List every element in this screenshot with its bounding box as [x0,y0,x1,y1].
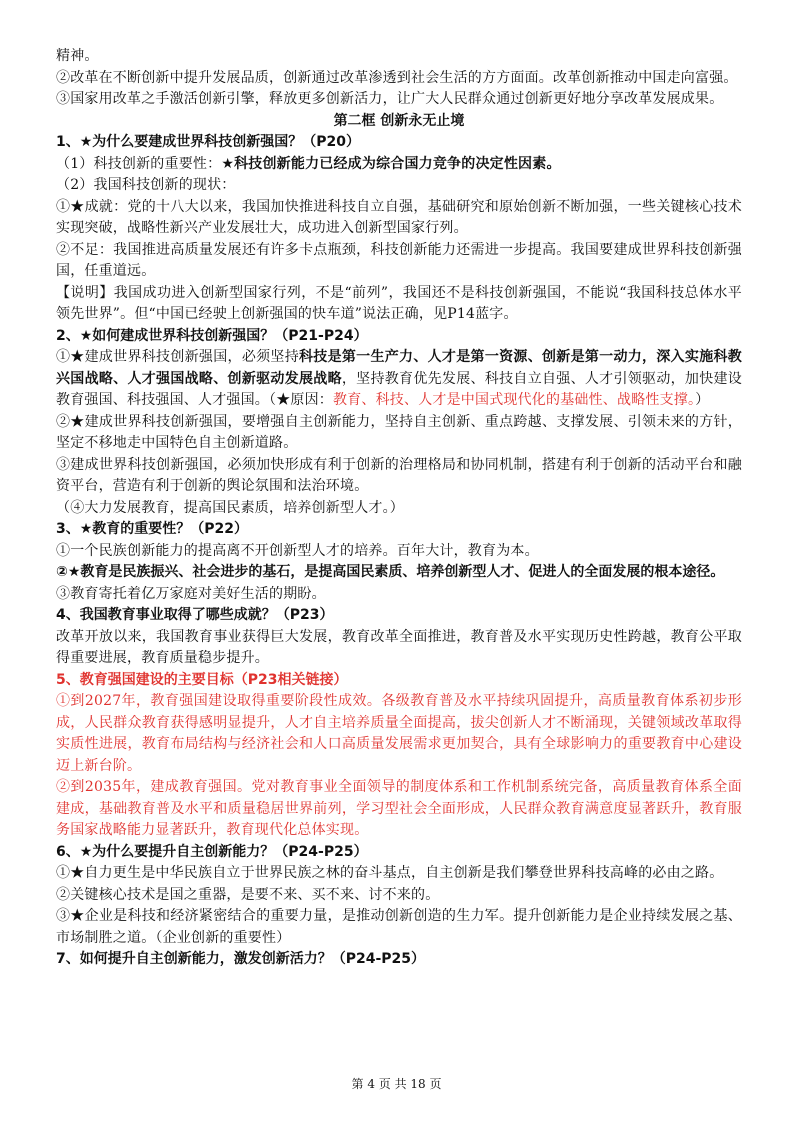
text-run: 6、★为什么要提升自主创新能力？（P24-P25） [56,843,368,860]
text-run: ②不足：我国推进高质量发展还有许多卡点瓶颈，科技创新能力还需进一步提高。我国要建成世界科技创新强国，任重道远。 [56,241,742,279]
text-run: 5、教育强国建设的主要目标（P23相关链接） [56,671,348,688]
text-run: ②★建成世界科技创新强国，要增强自主创新能力，坚持自主创新、重点跨越、支撑发展、引领未来的方针，坚定不移地走中国特色自主创新道路。 [56,413,742,451]
paragraph [56,584,742,606]
heading [56,670,742,692]
paragraph [56,412,742,455]
text-run: 4、我国教育事业取得了哪些成就？（P23） [56,607,334,623]
text-run: 【说明】我国成功进入创新型国家行列，不是“前列”，我国还不是科技创新强国，不能说“我国科技总体水平领先世界”。但“中国已经驶上创新强国的快车道”说法正确，见P14蓝字。 [56,284,742,322]
text-run: ） [695,392,710,408]
text-run: ②改革在不断创新中提升发展品质，创新通过改革渗透到社会生活的方方面面。改革创新推动中国走向富强。 [56,69,738,86]
heading [56,326,742,348]
text-run: （1）科技创新的重要性： [56,155,222,172]
text-run: ②关键核心技术是国之重器，是要不来、买不来、讨不来的。 [56,886,440,903]
heading [56,842,742,864]
document-body [56,46,742,971]
text-run: ②★教育是民族振兴、社会进步的基石，是提高国民素质、培养创新型人才、促进人的全面发展的根本途径。 [56,564,725,580]
paragraph [56,498,742,520]
heading [56,949,742,971]
heading [56,562,742,584]
text-run: 改革开放以来，我国教育事业获得巨大发展，教育改革全面推进，教育普及水平实现历史性跨越，教育公平取得重要进展，教育质量稳步提升。 [56,628,742,666]
text-run: ★科技创新能力已经成为综合国力竞争的决定性因素。 [221,155,561,172]
text-run: 精神。 [56,48,99,64]
text-run: 1、★为什么要建成世界科技创新强国？（P20） [56,134,361,150]
text-run: ③建成世界科技创新强国，必须加快形成有利于创新的治理格局和协同机制，搭建有利于创新的活动平台和融资平台，营造有利于创新的舆论氛围和法治环境。 [56,456,742,494]
text-run: ③国家用改革之手激活创新引擎，释放更多创新活力，让广大人民群众通过创新更好地分享改革发展成果。 [56,91,724,107]
text-run: 第二框 创新永无止境 [333,112,465,129]
paragraph [56,541,742,563]
paragraph [56,240,742,283]
paragraph [56,175,742,197]
paragraph [56,197,742,240]
heading [56,605,742,627]
page-footer: 第 4 页 共 18 页 [351,1077,442,1091]
text-run: ，坚持教育优先发展、科技自立自强、人才引领驱动，加快建设教育强国、科技强国、人才强国。（★原因： [56,370,742,408]
text-run: 2、★如何建成世界科技创新强国？（P21-P24） [56,327,368,344]
text-run: ①一个民族创新能力的提高离不开创新型人才的培养。百年大计，教育为本。 [56,542,539,559]
paragraph [56,89,742,111]
text-run: 教育、科技、人才是中国式现代化的基础性、战略性支撑。 [333,392,696,408]
paragraph [56,906,742,949]
text-run: 7、如何提升自主创新能力，激发创新活力？（P24-P25） [56,951,426,967]
paragraph [56,885,742,907]
text-run: （2）我国科技创新的现状： [56,177,236,193]
heading [56,132,742,154]
text-run: 科技是第一生产力、人才是第一资源、创新是第一动力，深入实施科教兴国战略、人才强国战略、创新驱动发展战略 [56,349,743,387]
text-run: ②到2035年，建成教育强国。党对教育事业全面领导的制度体系和工作机制系统完备，高质量教育体系全面建成，基础教育普及水平和质量稳居世界前列，学习型社会全面形成，人民群众教育满意度显著跃升，教育服务国家战略能力显著跃升，教育现代化总体实现。 [56,779,742,838]
heading [56,111,742,133]
paragraph [56,627,742,670]
text-run: ③★企业是科技和经济紧密结合的重要力量，是推动创新创造的生力军。提升创新能力是企业持续发展之基、市场制胜之道。（企业创新的重要性） [56,908,742,946]
text-run: ①★成就：党的十八大以来，我国加快推进科技自立自强，基础研究和原始创新不断加强，一些关键核心技术实现突破，战略性新兴产业发展壮大，成功进入创新型国家行列。 [56,198,742,236]
paragraph [56,347,742,412]
text-run: ①到2027年，教育强国建设取得重要阶段性成效。各级教育普及水平持续巩固提升，高质量教育体系初步形成，人民群众教育获得感明显提升，人才自主培养质量全面提高，拔尖创新人才不断涌现，关键领域改革取得实质性进展，教育布局结构与经济社会和人口高质量发展需求更加契合，具有全球影响力的重要教育中心建设迈上新台阶。 [56,693,742,774]
text-run: ③教育寄托着亿万家庭对美好生活的期盼。 [56,585,326,602]
paragraph [56,46,742,68]
text-run: ①★自力更生是中华民族自立于世界民族之林的奋斗基点，自主创新是我们攀登世界科技高峰的必由之路。 [56,865,724,881]
paragraph [56,455,742,498]
heading [56,519,742,541]
paragraph [56,691,742,777]
paragraph [56,777,742,842]
paragraph [56,154,742,176]
paragraph [56,68,742,90]
paragraph [56,863,742,885]
text-run: ①★建成世界科技创新强国，必须坚持 [56,349,299,365]
text-run: （④大力发展教育，提高国民素质，培养创新型人才。） [56,499,404,516]
paragraph [56,283,742,326]
text-run: 3、★教育的重要性？（P22） [56,521,249,537]
